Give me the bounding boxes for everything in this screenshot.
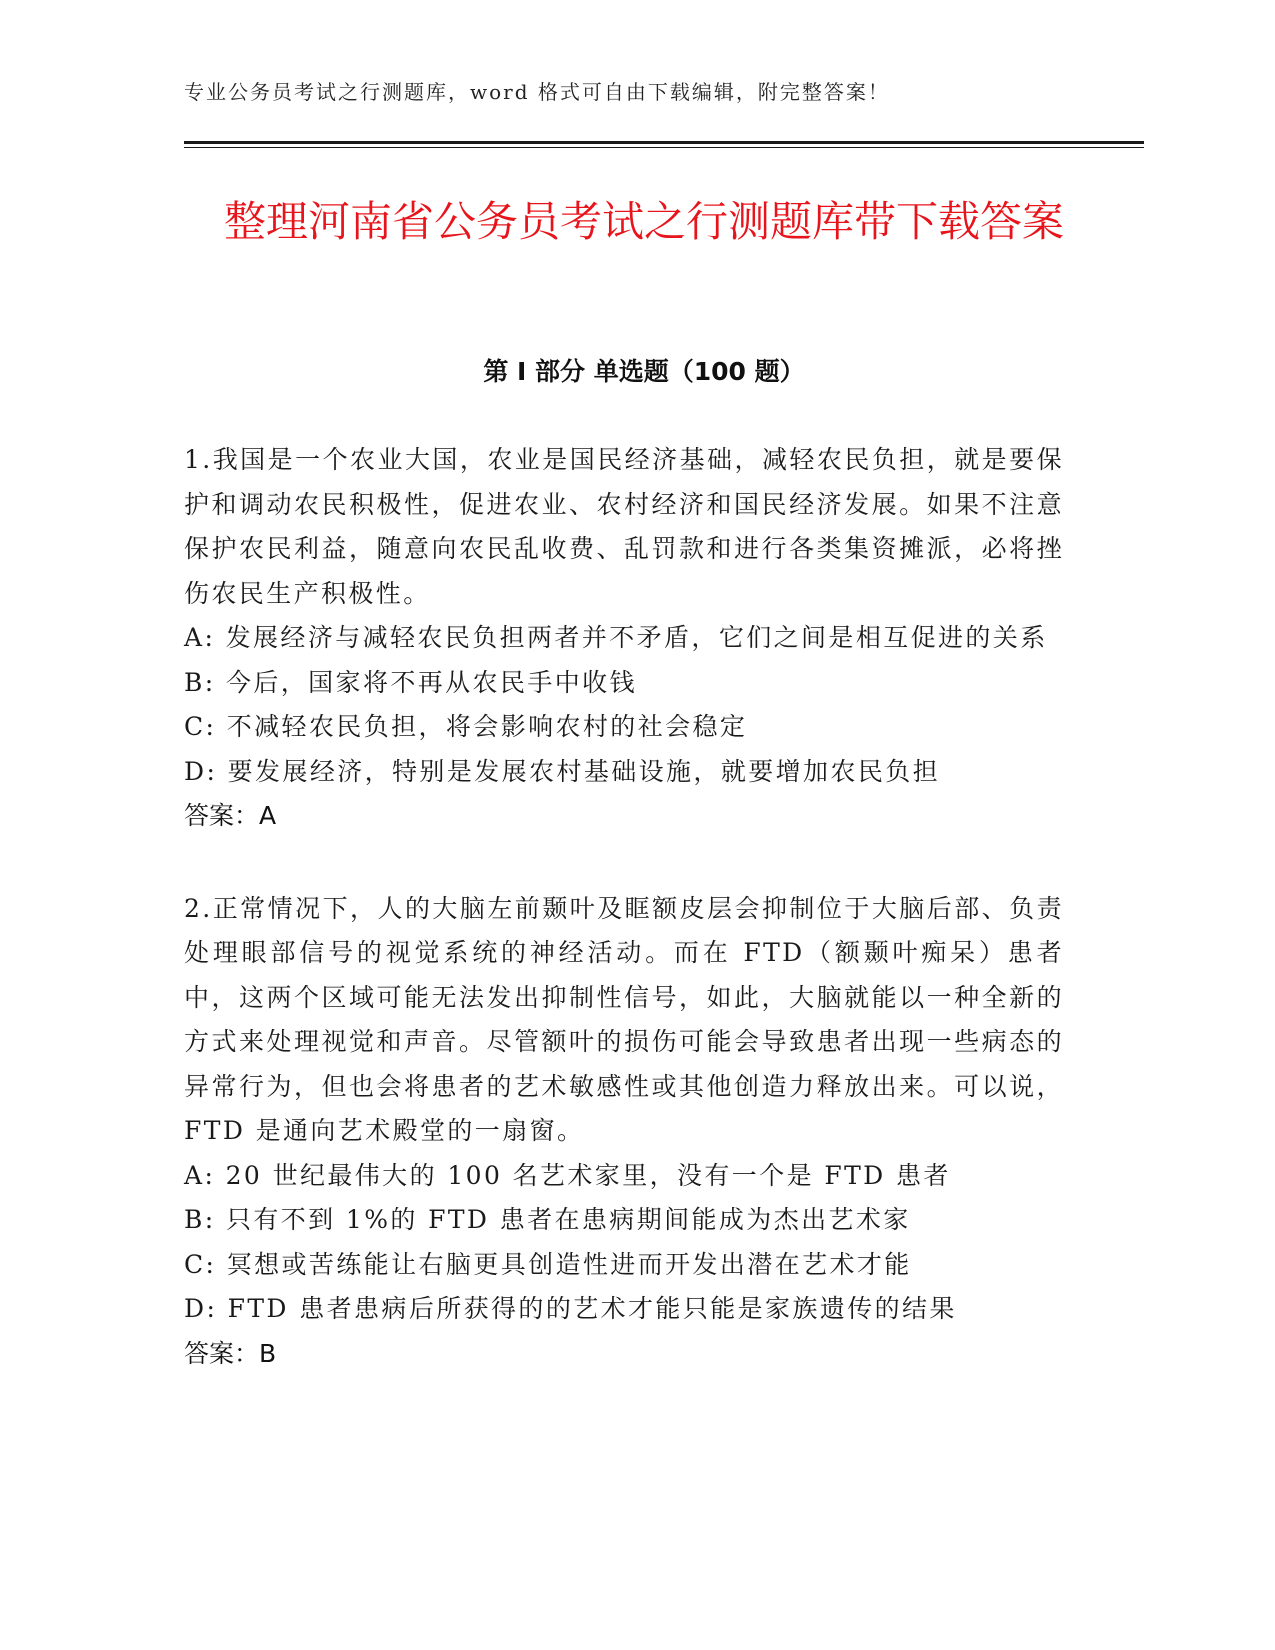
- answer-label: 答案：A: [184, 801, 277, 830]
- option-b: B: 今后，国家将不再从农民手中收钱: [184, 667, 637, 697]
- option-b: B: 只有不到 1%的 FTD 患者在患病期间能成为杰出艺术家: [184, 1205, 911, 1234]
- option-a: A: 发展经济与减轻农民负担两者并不矛盾，它们之间是相互促进的关系: [184, 623, 1048, 652]
- option-c: C: 不减轻农民负担，将会影响农村的社会稳定: [184, 712, 748, 741]
- section-title: 第 I 部分 单选题（100 题）: [483, 357, 805, 386]
- option-a: A: 20 世纪最伟大的 100 名艺术家里，没有一个是 FTD 患者: [184, 1160, 951, 1190]
- option-d: D: FTD 患者患病后所获得的的艺术才能只能是家族遗传的结果: [184, 1294, 957, 1323]
- answer-label: 答案：B: [184, 1338, 277, 1368]
- question-1: [184, 438, 1064, 839]
- header-divider-thin: [184, 147, 1144, 148]
- question-list: [184, 438, 1064, 1424]
- question-stem: 1.我国是一个农业大国，农业是国民经济基础，减轻农民负担，就是要保护和调动农民积极性，促进农业、农村经济和国民经济发展。如果不注意保护农民利益，随意向农民乱收费、乱罚款和进行各类集资摊派，必将挫伤农民生产积极性。: [184, 445, 1064, 608]
- header-note: 专业公务员考试之行测题库，word 格式可自由下载编辑，附完整答案！: [184, 80, 890, 104]
- question-2: [184, 887, 1064, 1377]
- document-title: 整理河南省公务员考试之行测题库带下载答案: [223, 197, 1064, 246]
- option-d: D: 要发展经济，特别是发展农村基础设施，就要增加农民负担: [184, 756, 941, 786]
- header-divider-thick: [184, 141, 1144, 144]
- option-c: C: 冥想或苦练能让右脑更具创造性进而开发出潜在艺术才能: [184, 1249, 912, 1279]
- question-stem: 2.正常情况下，人的大脑左前颞叶及眶额皮层会抑制位于大脑后部、负责处理眼部信号的视觉系统的神经活动。而在 FTD（额颞叶痴呆）患者中，这两个区域可能无法发出抑制性信号，如此，大脑就能以一种全新的方式来处理视觉和声音。尽管额叶的损伤可能会导致患者出现一些病态的异常行为，但也会将患者的艺术敏感性或其他创造力释放出来。可以说，FTD 是通向艺术殿堂的一扇窗。: [184, 893, 1064, 1145]
